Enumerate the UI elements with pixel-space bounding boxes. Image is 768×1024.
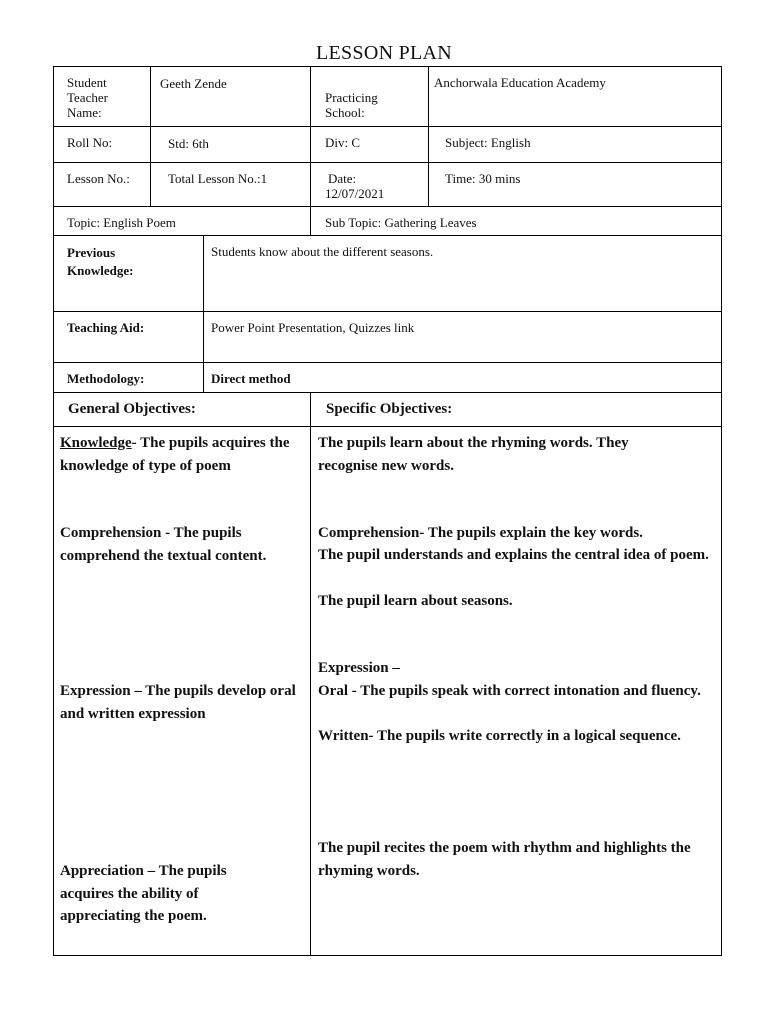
specific-expression-written: Written- The pupils write correctly in a logical sequence. (318, 728, 681, 744)
division: Div: C (325, 135, 361, 150)
lesson-table (53, 66, 722, 956)
date-value: 12/07/2021 (325, 186, 385, 201)
general-knowledge (60, 432, 305, 477)
previous-knowledge-value: Students know about the different seasons. (211, 244, 434, 259)
specific-expression-oral: Oral - The pupils speak with correct intonation and fluency. (318, 683, 701, 699)
col-divider (428, 66, 429, 206)
row-divider (53, 235, 722, 236)
row-divider (53, 126, 722, 127)
row-divider (53, 311, 722, 312)
general-objectives-heading: General Objectives: (68, 401, 196, 417)
knowledge-term: Knowledge (60, 435, 132, 451)
teaching-aid-label: Teaching Aid: (67, 320, 145, 335)
col-divider (310, 392, 311, 956)
specific-expression-heading: Expression – (318, 660, 400, 676)
specific-objectives-heading: Specific Objectives: (326, 401, 453, 417)
col-divider (150, 66, 151, 206)
specific-knowledge: The pupils learn about the rhyming words. They recognise new words. (318, 435, 629, 474)
total-lesson-no: Total Lesson No.:1 (168, 171, 268, 186)
general-comprehension: Comprehension - The pupils comprehend the textual content. (60, 525, 267, 564)
date-label: Date: (328, 171, 357, 186)
knowledge-text: - The pupils acquires the knowledge of type of poem (60, 435, 290, 474)
col-divider (310, 66, 311, 235)
row-divider (53, 206, 722, 207)
specific-comprehension-1: Comprehension- The pupils explain the key words. (318, 525, 643, 541)
student-teacher-label: Student Teacher Name: (67, 75, 108, 120)
col-divider (203, 235, 204, 392)
specific-comprehension-2: The pupil understands and explains the central idea of poem. (318, 547, 709, 563)
specific-appreciation: The pupil recites the poem with rhythm and highlights the rhyming words. (318, 840, 691, 879)
previous-knowledge-label: Previous Knowledge: (67, 245, 134, 278)
roll-no: Roll No: (67, 135, 113, 150)
time: Time: 30 mins (445, 171, 521, 186)
subject: Subject: English (445, 135, 531, 150)
student-teacher-name: Geeth Zende (160, 76, 227, 91)
row-divider (53, 362, 722, 363)
sub-topic: Sub Topic: Gathering Leaves (325, 215, 477, 230)
page-title: LESSON PLAN (315, 42, 453, 64)
row-divider (53, 162, 722, 163)
topic: Topic: English Poem (67, 215, 176, 230)
methodology-value: Direct method (211, 371, 291, 386)
row-divider (53, 392, 722, 393)
methodology-label: Methodology: (67, 371, 145, 386)
lesson-no: Lesson No.: (67, 171, 130, 186)
row-divider (53, 426, 722, 427)
specific-comprehension-3: The pupil learn about seasons. (318, 593, 513, 609)
general-appreciation: Appreciation – The pupils acquires the ability of appreciating the poem. (60, 863, 227, 924)
teaching-aid-value: Power Point Presentation, Quizzes link (211, 320, 415, 335)
practicing-school-label: Practicing School: (325, 90, 378, 120)
standard: Std: 6th (168, 136, 209, 151)
general-expression: Expression – The pupils develop oral and written expression (60, 683, 296, 722)
practicing-school-name: Anchorwala Education Academy (434, 75, 606, 90)
